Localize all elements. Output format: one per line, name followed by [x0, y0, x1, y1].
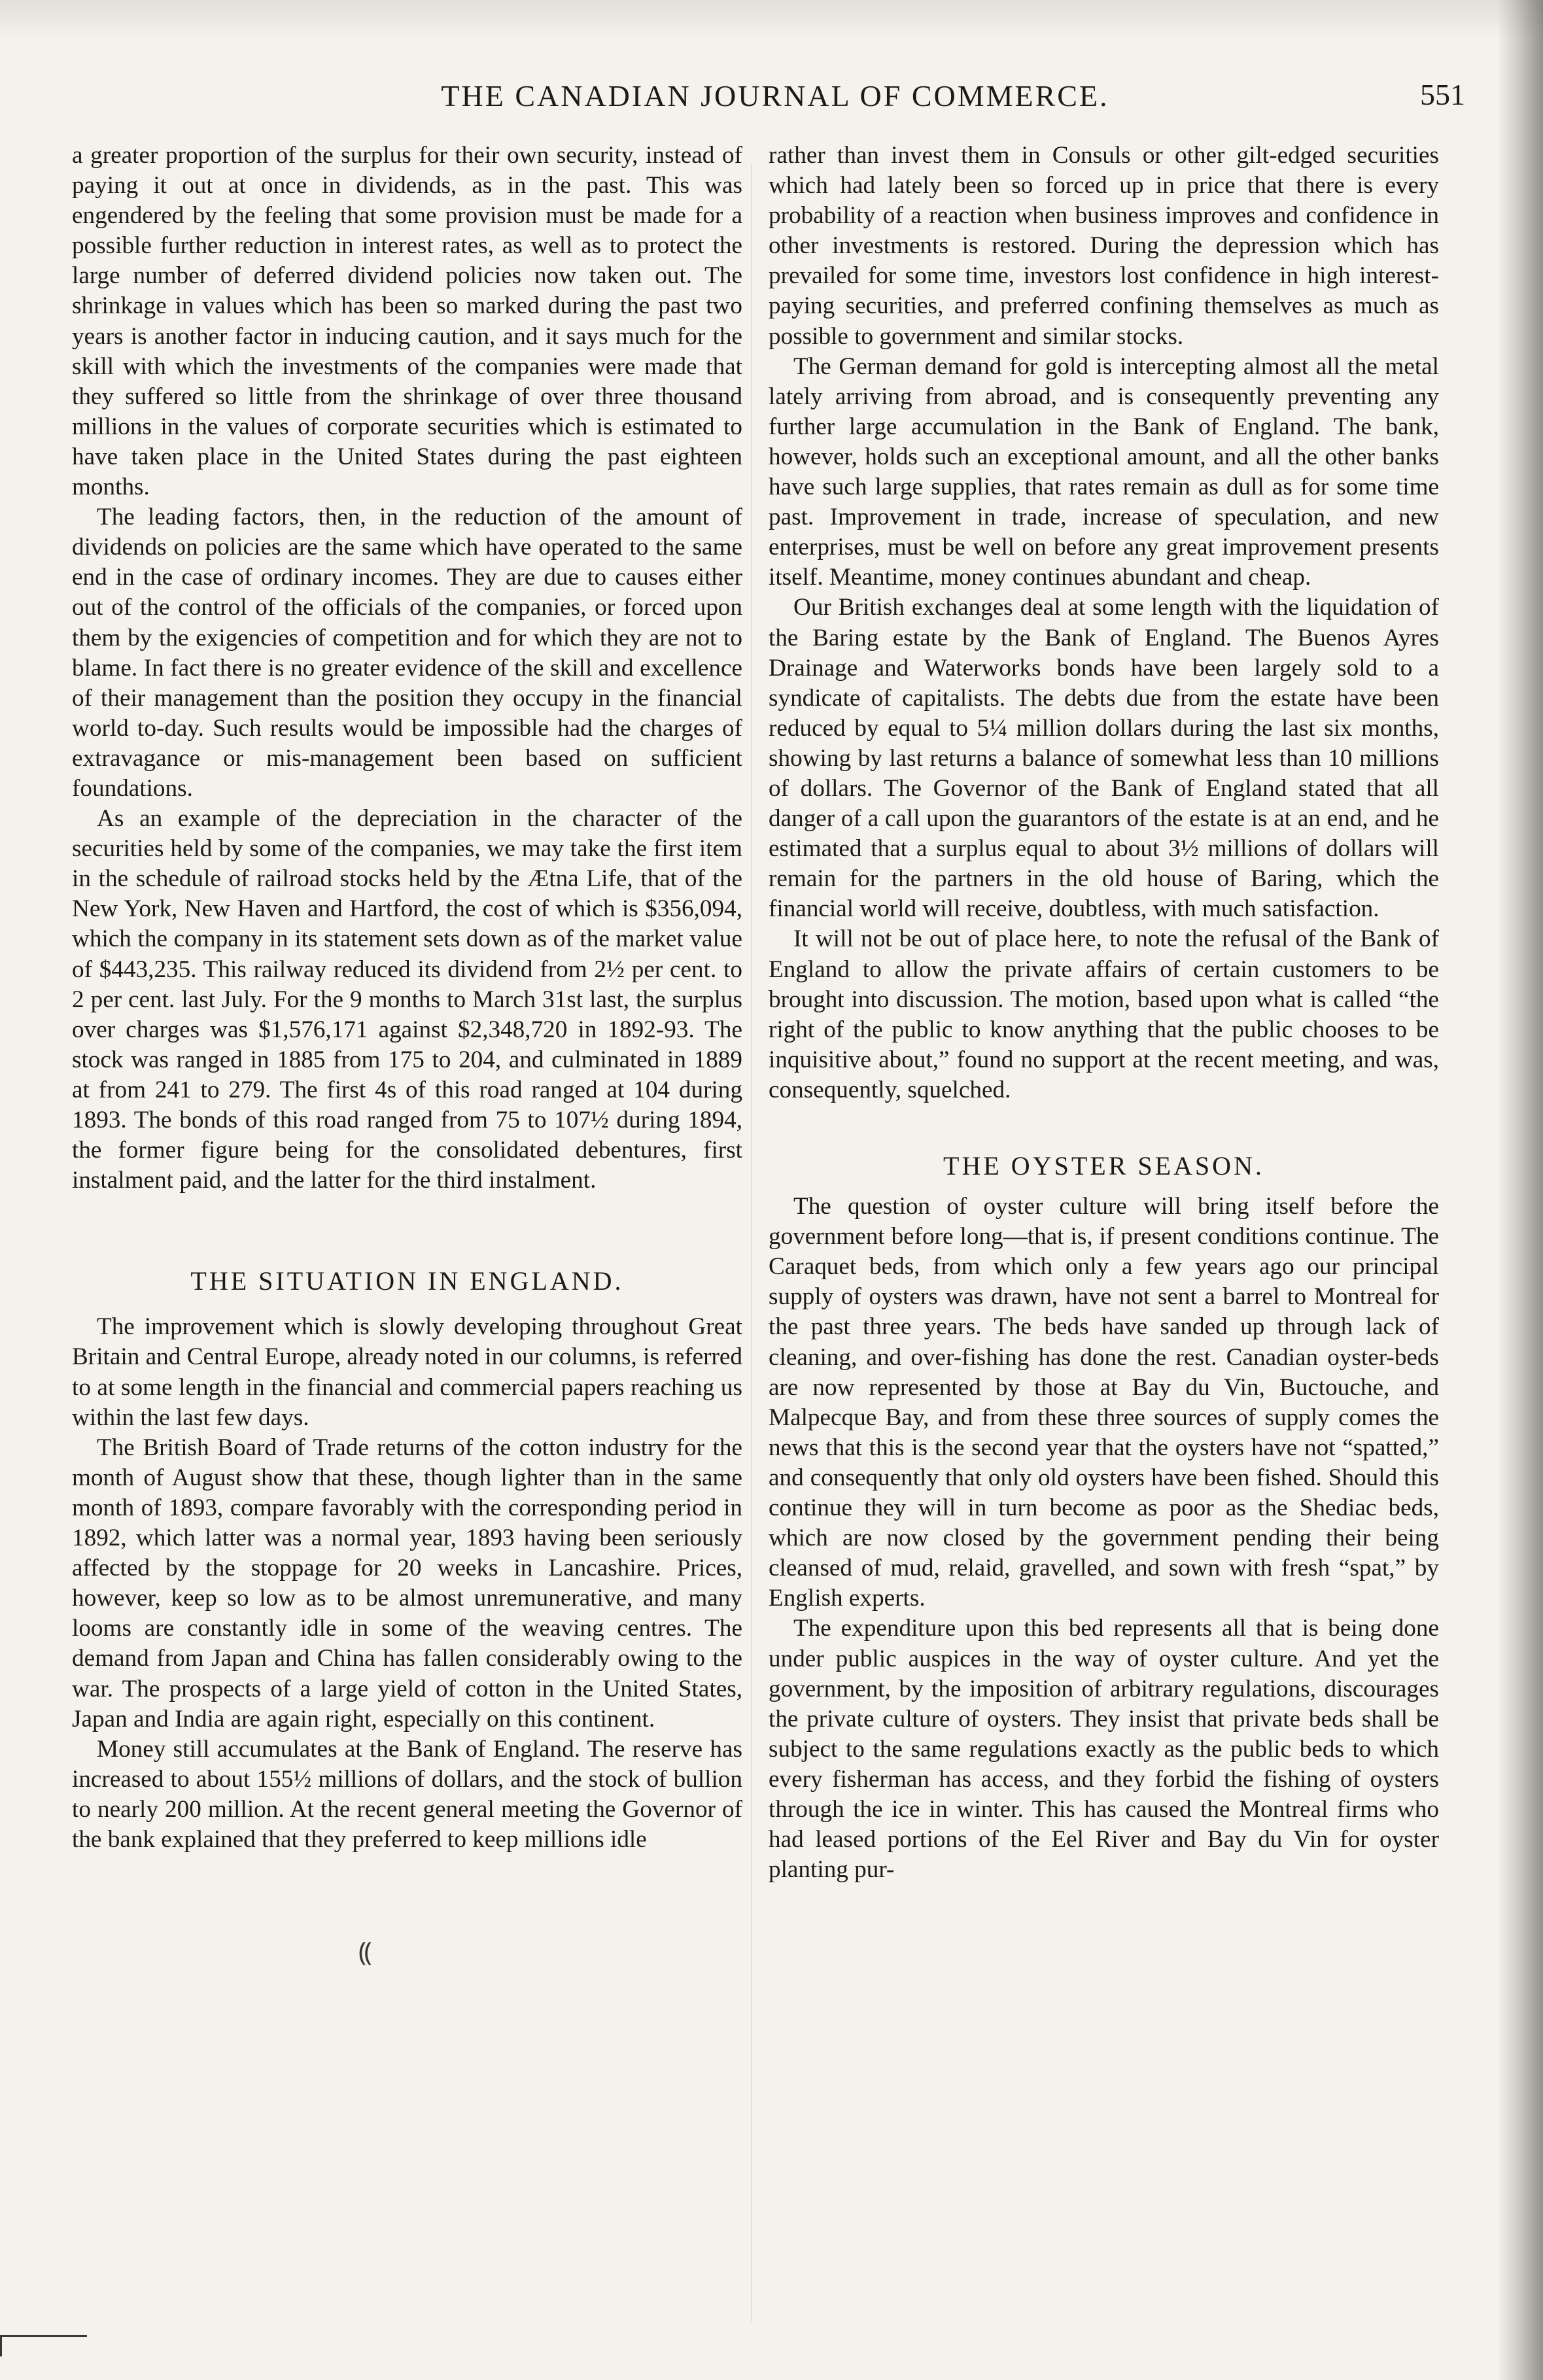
page-header — [72, 72, 1478, 131]
corner-bracket — [0, 2335, 87, 2356]
column-divider — [751, 164, 752, 2322]
right-paragraph-4: It will not be out of place here, to note the refusal of the Bank of England to allow the private affairs of certain customers to be brought into discussion. The motion, based upon what is called “the right of the public to know anything that the public chooses to be inquisitive about,” found no support at the recent meeting, and was, consequently, squelched. — [769, 925, 1439, 1103]
right-column — [769, 141, 1439, 1885]
section-spacer — [72, 1196, 742, 1248]
running-title: THE CANADIAN JOURNAL OF COMMERCE. — [441, 79, 1109, 112]
section-title-england: THE SITUATION IN ENGLAND. — [190, 1266, 624, 1296]
section-spacer — [769, 1181, 1439, 1192]
right-paragraph-2: The German demand for gold is intercepting almost all the metal lately arriving from abroad, and is consequently preventing any further large accumulation in the Bank of England. The bank, however, holds such an exceptional amount, and all the other banks have such large supplies, that rates remain as dull as for some time past. Improvement in trade, increase of speculation, and new enterprises, must be well on before any great improvement presents itself. Meantime, money continues abundant and cheap. — [769, 353, 1439, 591]
section-title-oyster: THE OYSTER SEASON. — [943, 1151, 1264, 1181]
section-spacer — [72, 1296, 742, 1312]
page-number: 551 — [1420, 78, 1465, 111]
left-paragraph-6: Money still accumulates at the Bank of England. The reserve has increased to about 155½ millions of dollars, and the stock of bullion to nearly 200 million. At the recent general meeting the Governor of the bank explained that they preferred to keep millions idle — [72, 1735, 742, 1853]
right-paragraph-3: Our British exchanges deal at some length with the liquidation of the Baring estate by the Bank of England. The Buenos Ayres Drainage and Waterworks bonds have been largely sold to a syndicate of capitalists. The debts due from the estate have been reduced by equal to 5¼ million dollars during the last six months, showing by last returns a balance of somewhat less than 10 millions of dollars. The Governor of the Bank of England stated that all danger of a call upon the guarantors of the estate is at an end, and he estimated that a surplus equal to about 3½ millions of dollars will remain for the partners in the old house of Baring, which the financial world will receive, doubtless, with much satisfaction. — [769, 594, 1439, 923]
left-paragraph-4: The improvement which is slowly developing throughout Great Britain and Central Europe, already noted in our columns, is referred to at some length in the financial and commercial papers reaching us within the last few days. — [72, 1313, 742, 1431]
scan-shadow-top — [0, 0, 1543, 39]
right-paragraph-6: The expenditure upon this bed represents all that is being done under public auspices in the way of oyster culture. And yet the government, by the imposition of arbitrary regulations, discourages the private culture of oysters. They insist that private beds shall be subject to the same regulations exactly as the public beds to which every fisherman has access, and they forbid the fishing of oysters through the ice in winter. This has caused the Montreal firms who had leased portions of the Eel River and Bay du Vin for oyster planting pur- — [769, 1615, 1439, 1884]
left-paragraph-2: The leading factors, then, in the reduction of the amount of dividends on policies are the same which have operated to the same end in the case of ordinary incomes. They are due to causes either out of the control of the officials of the companies, or forced upon them by the exigencies of competition and for which they are not to blame. In fact there is no greater evidence of the skill and excellence of their management than the position they occupy in the financial world to-day. Such results would be impossible had the charges of extravagance or mis-management been based on sufficient foundations. — [72, 504, 742, 802]
scan-shadow-right — [1497, 0, 1543, 2380]
margin-mark: ⸨ — [358, 1937, 372, 1967]
left-paragraph-3: As an example of the depreciation in the character of the securities held by some of the companies, we may take the first item in the schedule of railroad stocks held by the Ætna Life, that of the New York, New Haven and Hartford, the cost of which is $356,094, which the company in its statement sets down as of the market value of $443,235. This railway reduced its dividend from 2½ per cent. to 2 per cent. last July. For the 9 months to March 31st last, the surplus over charges was $1,576,171 against $2,348,720 in 1892-93. The stock was ranged in 1885 from 175 to 204, and culminated in 1889 at from 241 to 279. The first 4s of this road ranged at 104 during 1893. The bonds of this road ranged from 75 to 107½ during 1894, the former figure being for the consolidated debentures, first instalment paid, and the latter for the third instalment. — [72, 805, 742, 1194]
right-paragraph-1: rather than invest them in Consuls or other gilt-edged securities which had lately been so forced up in price that there is every probability of a reaction when business improves and confidence in other investments is restored. During the depression which has prevailed for some time, investors lost confidence in high interest-paying securities, and preferred confining themselves as much as possible to government and similar stocks. — [769, 142, 1439, 350]
section-spacer — [769, 1105, 1439, 1151]
left-column — [72, 141, 742, 1855]
left-paragraph-5: The British Board of Trade returns of the cotton industry for the month of August show that these, though lighter than in the same month of 1893, compare favorably with the corresponding period in 1892, which latter was a normal year, 1893 having been seriously affected by the stoppage for 20 weeks in Lancashire. Prices, however, keep so low as to be almost unremunerative, and many looms are constantly idle in some of the weaving centres. The demand from Japan and China has fallen considerably owing to the war. The prospects of a large yield of cotton in the United States, Japan and India are again right, especially on this continent. — [72, 1434, 742, 1733]
right-paragraph-5: The question of oyster culture will bring itself before the government before long—that is, if present conditions continue. The Caraquet beds, from which only a few years ago our principal supply of oysters was drawn, have not sent a barrel to Montreal for the past three years. The beds have sanded up through lack of cleaning, and over-fishing has done the rest. Canadian oyster-beds are now represented by those at Bay du Vin, Buctouche, and Malpecque Bay, and from these three sources of supply comes the news that this is the second year that the oysters have not “spatted,” and consequently that only old oysters have been fished. Should this continue they will in turn become as poor as the Shediac beds, which are now closed by the government pending their being cleansed of mud, relaid, gravelled, and sown with fresh “spat,” by English experts. — [769, 1193, 1439, 1612]
left-paragraph-1: a greater proportion of the surplus for their own security, instead of paying it out at once in dividends, as in the past. This was engendered by the feeling that some provision must be made for a possible further reduction in interest rates, as well as to protect the large number of deferred dividend policies now taken out. The shrinkage in values which has been so marked during the past two years is another factor in inducing caution, and it says much for the skill with which the investments of the companies were made that they suffered so little from the shrinkage of over three thousand millions in the values of corporate securities which is estimated to have taken place in the United States during the past eighteen months. — [72, 142, 742, 501]
